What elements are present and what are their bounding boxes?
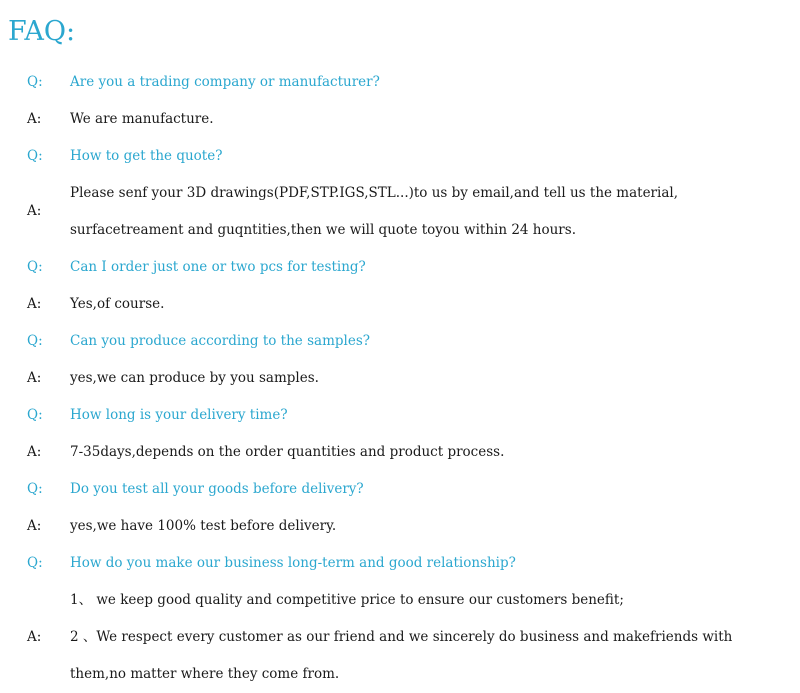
question-label: Q: — [27, 407, 43, 423]
answer-text: 7-35days,depends on the order quantities and product process. — [70, 444, 505, 460]
answer-label: A: — [27, 444, 42, 460]
answer-label: A: — [27, 370, 42, 386]
question-text: Can you produce according to the samples? — [70, 333, 370, 349]
question-text: How long is your delivery time? — [70, 407, 288, 423]
question-label: Q: — [27, 74, 43, 90]
question-label: Q: — [27, 555, 43, 571]
question-text: Are you a trading company or manufacturer? — [70, 74, 380, 90]
question-label: Q: — [27, 333, 43, 349]
question-text: Can I order just one or two pcs for testing? — [70, 259, 366, 275]
page-title: FAQ: — [8, 16, 76, 47]
answer-label: A: — [27, 111, 42, 127]
question-text: How do you make our business long-term and good relationship? — [70, 555, 516, 571]
question-text: How to get the quote? — [70, 148, 223, 164]
answer-text-line: surfacetreament and guqntities,then we will quote toyou within 24 hours. — [70, 222, 576, 238]
answer-label: A: — [27, 203, 42, 219]
answer-text-line: 1、 we keep good quality and competitive price to ensure our customers benefit; — [70, 592, 624, 608]
answer-text: yes,we can produce by you samples. — [70, 370, 319, 386]
answer-text-line: 2 、We respect every customer as our friend and we sincerely do business and makefriends with — [70, 629, 733, 645]
answer-text: We are manufacture. — [70, 111, 214, 127]
answer-text-line: them,no matter where they come from. — [70, 666, 340, 682]
question-label: Q: — [27, 259, 43, 275]
question-text: Do you test all your goods before delivery? — [70, 481, 364, 497]
answer-label: A: — [27, 518, 42, 534]
answer-label: A: — [27, 296, 42, 312]
answer-text: Yes,of course. — [70, 296, 165, 312]
question-label: Q: — [27, 481, 43, 497]
answer-text: yes,we have 100% test before delivery. — [70, 518, 337, 534]
question-label: Q: — [27, 148, 43, 164]
answer-label: A: — [27, 629, 42, 645]
answer-text-line: Please senf your 3D drawings(PDF,STP.IGS,STL...)to us by email,and tell us the material, — [70, 185, 678, 201]
